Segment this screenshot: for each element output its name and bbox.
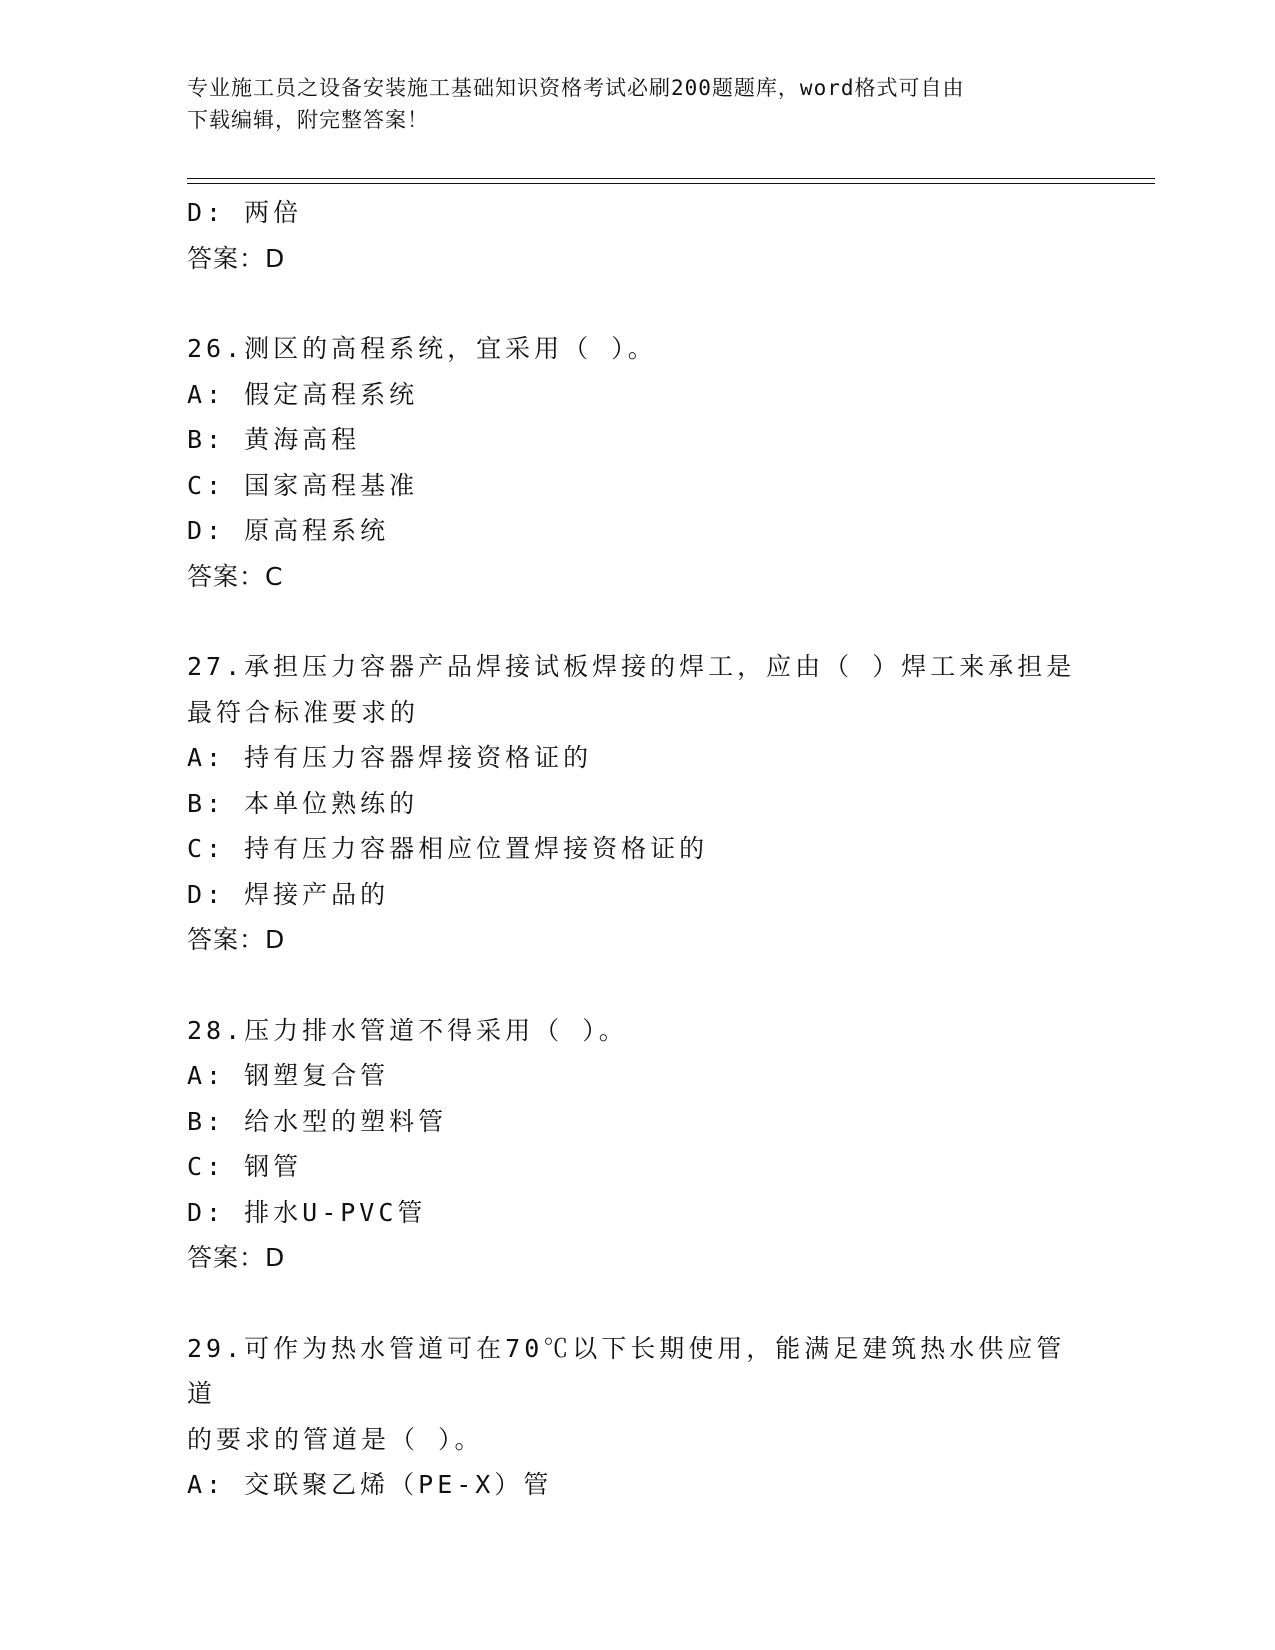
question-28	[187, 1008, 1087, 1281]
option-a: A: 假定高程系统	[187, 379, 419, 409]
option-d: D: 原高程系统	[187, 516, 390, 545]
option-c: C: 持有压力容器相应位置焊接资格证的	[187, 834, 709, 863]
option-a: A: 交联聚乙烯（PE-X）管	[187, 1470, 553, 1499]
prev-option-d: D: 两倍	[187, 198, 303, 227]
spacer	[187, 599, 1087, 644]
question-stem-line-1: 29.可作为热水管道可在70℃以下长期使用，能满足建筑热水供应管道	[187, 1333, 1066, 1408]
option-c: C: 国家高程基准	[187, 470, 419, 500]
option-d: D: 排水U-PVC管	[187, 1197, 427, 1227]
answer: 答案：D	[187, 1243, 286, 1272]
header-rule-bottom	[187, 183, 1155, 184]
header-line-1: 专业施工员之设备安装施工基础知识资格考试必刷200题题库，word格式可自由	[187, 76, 965, 100]
question-stem: 28.压力排水管道不得采用（ ）。	[187, 1015, 628, 1045]
question-29	[187, 1326, 1087, 1508]
option-b: B: 黄海高程	[187, 425, 361, 454]
question-26	[187, 326, 1087, 599]
answer: 答案：D	[187, 925, 286, 954]
header-rule-top	[187, 178, 1155, 179]
question-stem-line-2: 最符合标准要求的	[187, 697, 420, 727]
option-b: B: 本单位熟练的	[187, 788, 419, 818]
question-stem-line-1: 27.承担压力容器产品焊接试板焊接的焊工，应由（ ）焊工来承担是	[187, 652, 1076, 681]
question-stem: 26.测区的高程系统，宜采用（ ）。	[187, 334, 657, 363]
option-c: C: 钢管	[187, 1152, 303, 1181]
answer: 答案：C	[187, 561, 284, 591]
header-line-2: 下载编辑，附完整答案！	[187, 108, 429, 132]
spacer	[187, 963, 1087, 1008]
question-stem-line-2: 的要求的管道是（ ）。	[187, 1424, 484, 1454]
option-b: B: 给水型的塑料管	[187, 1106, 448, 1136]
option-d: D: 焊接产品的	[187, 879, 390, 909]
page-header	[187, 72, 1087, 136]
spacer	[187, 281, 1087, 326]
question-content	[187, 190, 1087, 1508]
option-a: A: 持有压力容器焊接资格证的	[187, 743, 593, 772]
prev-answer: 答案：D	[187, 243, 286, 273]
question-27	[187, 644, 1087, 963]
option-a: A: 钢塑复合管	[187, 1061, 390, 1090]
spacer	[187, 1281, 1087, 1326]
